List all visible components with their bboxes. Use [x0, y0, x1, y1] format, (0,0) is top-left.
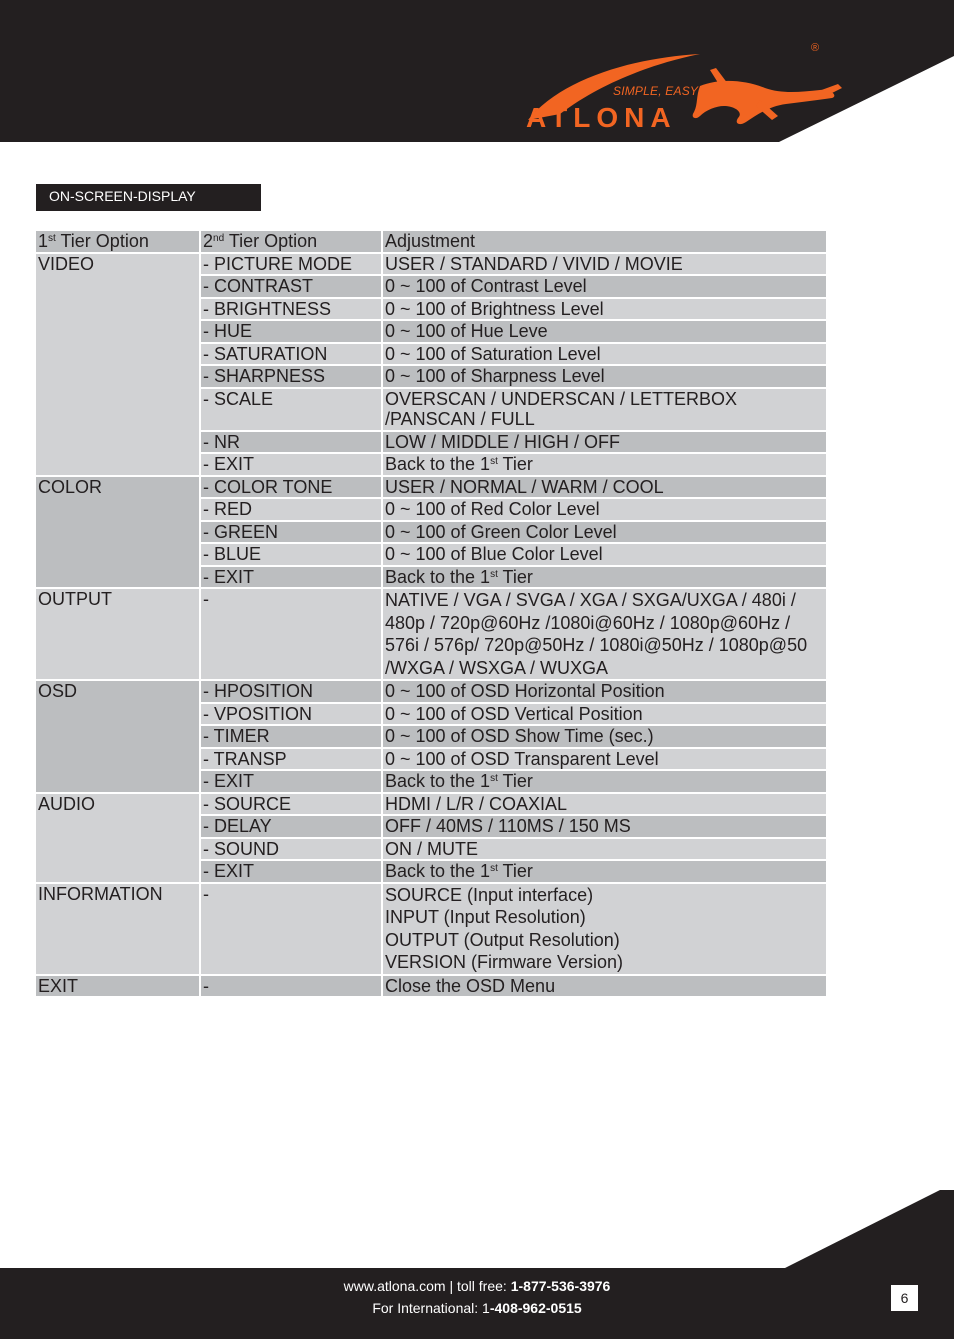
option-cell: -	[201, 884, 383, 976]
adjustment-cell: 0 ~ 100 of Blue Color Level	[383, 544, 826, 567]
option-cell: - SHARPNESS	[201, 366, 383, 389]
option-cell: - SCALE	[201, 389, 383, 432]
adjustment-cell: OFF / 40MS / 110MS / 150 MS	[383, 816, 826, 839]
adjustment-cell: 0 ~ 100 of OSD Show Time (sec.)	[383, 726, 826, 749]
footer-international-line	[0, 1300, 954, 1316]
adjustment-cell: 0 ~ 100 of OSD Transparent Level	[383, 749, 826, 772]
adjustment-cell: 0 ~ 100 of Red Color Level	[383, 499, 826, 522]
header-tier1: 1st Tier Option	[36, 231, 201, 254]
adjustment-cell: Back to the 1st Tier	[383, 454, 826, 477]
international-label: For International: 1	[372, 1300, 490, 1316]
adjustment-cell: HDMI / L/R / COAXIAL	[383, 794, 826, 817]
brand-tagline: SIMPLE, EASY	[613, 84, 699, 98]
tier-osd: OSD	[36, 681, 201, 794]
adjustment-cell: 0 ~ 100 of OSD Vertical Position	[383, 704, 826, 727]
adjustment-cell: OVERSCAN / UNDERSCAN / LETTERBOX /PANSCAN / FULL	[383, 389, 826, 432]
tier-output: OUTPUT	[36, 589, 201, 681]
option-cell: - CONTRAST	[201, 276, 383, 299]
option-cell: - TIMER	[201, 726, 383, 749]
adjustment-cell: LOW / MIDDLE / HIGH / OFF	[383, 432, 826, 455]
option-cell: -	[201, 976, 383, 999]
option-cell: - SOUND	[201, 839, 383, 862]
table-row	[36, 794, 826, 817]
table-row	[36, 589, 826, 681]
option-cell: - GREEN	[201, 522, 383, 545]
adjustment-cell: 0 ~ 100 of Contrast Level	[383, 276, 826, 299]
toll-free-number: 1-877-536-3976	[510, 1278, 611, 1294]
adjustment-cell: 0 ~ 100 of Sharpness Level	[383, 366, 826, 389]
adjustment-cell: 0 ~ 100 of OSD Horizontal Position	[383, 681, 826, 704]
tier-color: COLOR	[36, 477, 201, 590]
option-cell: - DELAY	[201, 816, 383, 839]
option-cell: - RED	[201, 499, 383, 522]
adjustment-cell: SOURCE (Input interface) INPUT (Input Resolution) OUTPUT (Output Resolution) VERSION (Firmware Version)	[383, 884, 826, 976]
header-tier2: 2nd Tier Option	[201, 231, 383, 254]
page-footer	[0, 1268, 954, 1339]
option-cell: - NR	[201, 432, 383, 455]
option-cell: - PICTURE MODE	[201, 254, 383, 277]
adjustment-cell: USER / STANDARD / VIVID / MOVIE	[383, 254, 826, 277]
option-cell: - VPOSITION	[201, 704, 383, 727]
option-cell: - EXIT	[201, 771, 383, 794]
adjustment-cell: Back to the 1st Tier	[383, 771, 826, 794]
table-row	[36, 884, 826, 976]
page-number: 6	[891, 1285, 918, 1311]
option-cell: - BLUE	[201, 544, 383, 567]
table-row	[36, 254, 826, 277]
option-cell: - EXIT	[201, 567, 383, 590]
registered-mark: ®	[811, 42, 820, 54]
option-cell: - TRANSP	[201, 749, 383, 772]
adjustment-cell: 0 ~ 100 of Brightness Level	[383, 299, 826, 322]
option-cell: - COLOR TONE	[201, 477, 383, 500]
option-cell: - SATURATION	[201, 344, 383, 367]
adjustment-cell: ON / MUTE	[383, 839, 826, 862]
adjustment-cell: 0 ~ 100 of Hue Leve	[383, 321, 826, 344]
option-cell: - EXIT	[201, 454, 383, 477]
brand-name: ATLONA	[526, 102, 677, 133]
adjustment-cell: Close the OSD Menu	[383, 976, 826, 999]
option-cell: - EXIT	[201, 861, 383, 884]
table-header-row	[36, 231, 826, 254]
tier-exit: EXIT	[36, 976, 201, 999]
adjustment-cell: Back to the 1st Tier	[383, 861, 826, 884]
option-cell: - HUE	[201, 321, 383, 344]
adjustment-cell: 0 ~ 100 of Green Color Level	[383, 522, 826, 545]
header-adjustment: Adjustment	[383, 231, 826, 254]
tier-audio: AUDIO	[36, 794, 201, 884]
table-row	[36, 681, 826, 704]
section-label: ON-SCREEN-DISPLAY	[36, 184, 261, 211]
footer-contact-line	[0, 1278, 954, 1294]
table-row	[36, 976, 826, 999]
website-text: www.atlona.com | toll free:	[343, 1278, 511, 1294]
footer-corner-slope	[785, 1190, 940, 1268]
option-cell: - HPOSITION	[201, 681, 383, 704]
adjustment-cell: 0 ~ 100 of Saturation Level	[383, 344, 826, 367]
osd-menu-table	[36, 231, 826, 998]
tier-video: VIDEO	[36, 254, 201, 477]
international-number: -408-962-0515	[489, 1300, 582, 1316]
adjustment-cell: Back to the 1st Tier	[383, 567, 826, 590]
adjustment-cell: NATIVE / VGA / SVGA / XGA / SXGA/UXGA / 480i / 480p / 720p@60Hz /1080i@60Hz / 1080p@60Hz / 576i / 576p/ 720p@50Hz / 1080i@50Hz / 1080p@50 /WXGA / WSXGA / WUXGA	[383, 589, 826, 681]
option-cell: - SOURCE	[201, 794, 383, 817]
table-row	[36, 477, 826, 500]
footer-corner-fill	[940, 1190, 954, 1268]
option-cell: - BRIGHTNESS	[201, 299, 383, 322]
option-cell: -	[201, 589, 383, 681]
adjustment-cell: USER / NORMAL / WARM / COOL	[383, 477, 826, 500]
tier-information: INFORMATION	[36, 884, 201, 976]
